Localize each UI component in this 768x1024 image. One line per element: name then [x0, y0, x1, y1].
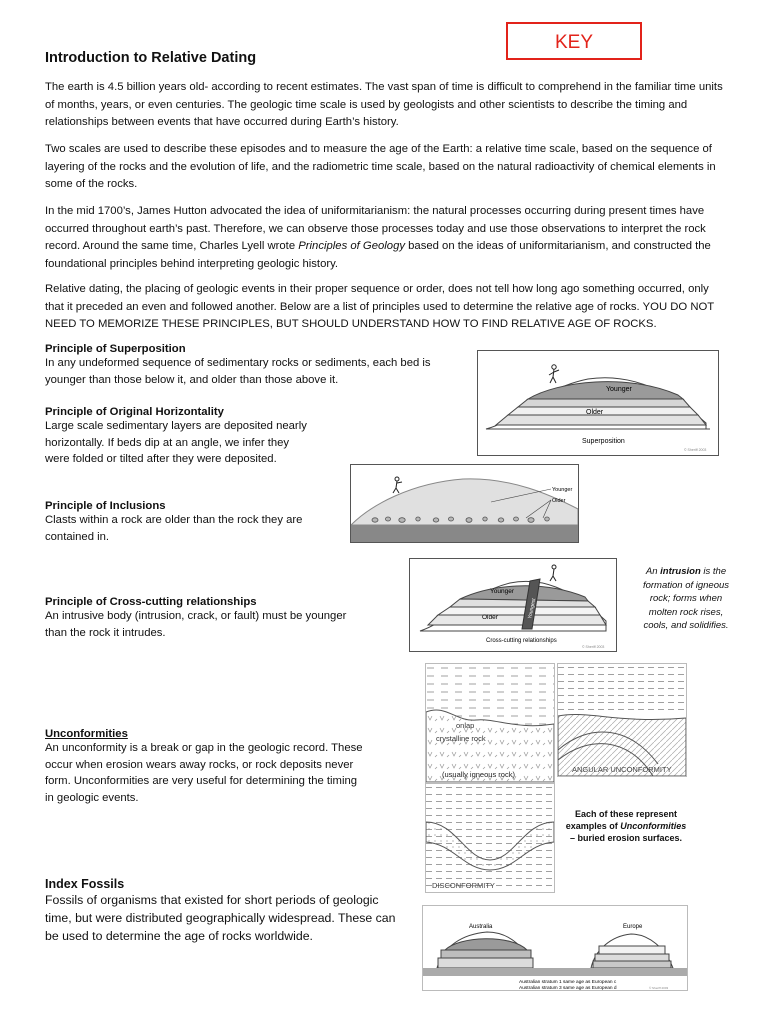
- index-left-label: Australia: [469, 924, 493, 930]
- intro-paragraph-4: Relative dating, the placing of geologic events in their proper sequence or order, does not tell how long ago something occurred, only that it preceded an even and followed another. Below are a list of principles used to determine the relative age of rocks. YOU DO NOT NEED TO MEMORIZE THESE PRINCIPLES, BUT SHOULD UNDERSTAND HOW TO FIND RELATIVE AGE OF ROCKS.: [45, 283, 714, 331]
- onlap-label: onlap: [456, 721, 475, 730]
- unconformities-heading: Unconformities: [45, 728, 128, 740]
- crystalline-rock-label: crystalline rock: [436, 734, 486, 743]
- intrusion-note-post: is the formation of igneous rock; forms when molten rock rises, cools, and solidifies.: [642, 566, 730, 631]
- crosscutting-text: An intrusive body (intrusion, crack, or fault) must be younger than the rock it intrudes.: [45, 610, 347, 639]
- crosscutting-credit: © Sheriff 2003: [582, 645, 605, 649]
- superposition-heading: Principle of Superposition: [45, 343, 186, 355]
- unconformity-note-pre: Each of these represent examples of: [565, 809, 678, 831]
- intro-paragraph-2: Two scales are used to describe these episodes and to measure the age of the Earth: a relative time scale, based on the sequence of layering of the rocks and the evolution of life, and the radiometric time scale, based on the natural radioactivity of chemical elements in some of the rocks.: [45, 143, 716, 191]
- index-fossils-heading: Index Fossils: [45, 877, 125, 891]
- disconformity-label: DISCONFORMITY: [432, 881, 495, 890]
- superposition-caption: Superposition: [582, 438, 625, 445]
- intrusion-note-pre: An: [645, 566, 661, 577]
- inclusions-text: Clasts within a rock are older than the rock they are contained in.: [45, 514, 303, 543]
- inclusions-older-label: Older: [552, 498, 566, 504]
- nonconformity-diagram: [425, 663, 555, 783]
- index-caption-1: Australian stratum 1 same age as European c: [519, 980, 617, 985]
- disconformity-diagram: [425, 783, 555, 893]
- superposition-older-label: Older: [586, 409, 604, 416]
- crosscutting-dike-label: Youngest: [527, 597, 538, 620]
- horizontality-heading: Principle of Original Horizontality: [45, 406, 224, 418]
- unconformity-note: [562, 808, 690, 844]
- index-caption-2: Australian stratum 3 same age as European d: [519, 986, 617, 991]
- crosscutting-section: [45, 596, 365, 641]
- unconformities-section: [45, 728, 365, 806]
- angular-unconformity-label: ANGULAR UNCONFORMITY: [572, 765, 672, 774]
- p3-text-c: based on the ideas of uniformitarianism, and constructed the foundational principles behind interpreting geologic history.: [45, 240, 711, 270]
- page-title: Introduction to Relative Dating: [45, 50, 257, 66]
- intrusion-note: [636, 565, 736, 633]
- key-badge: KEY: [506, 22, 642, 60]
- p3-book-title: Principles of Geology: [298, 240, 405, 253]
- intrusion-note-term: intrusion: [660, 566, 701, 577]
- superposition-younger-label: Younger: [606, 386, 632, 393]
- index-fossils-text: Fossils of organisms that existed for short periods of geologic time, but were distributed geographically widespread. These can be used to determine the age of rocks worldwide.: [45, 893, 396, 943]
- p3-text-a: In the mid 1700’s, James Hutton advocated the idea of uniformitarianism: the natural processes occurring during present times have occurred throughout earth’s past. Therefore, we can observe those processes today and use those observations to interpret the rock record. Around the same time, Charles Lyell wrote: [45, 205, 706, 253]
- crosscutting-heading: Principle of Cross-cutting relationships: [45, 596, 257, 608]
- index-fossils-diagram: [422, 905, 688, 991]
- inclusions-section: [45, 500, 330, 545]
- intro-paragraph-3: [45, 203, 725, 273]
- superposition-text: In any undeformed sequence of sedimentary rocks or sediments, each bed is younger than those below it, and older than those above it.: [45, 357, 431, 386]
- crosscutting-younger-label: Younger: [490, 588, 514, 595]
- inclusions-diagram: [350, 464, 579, 543]
- inclusions-heading: Principle of Inclusions: [45, 500, 166, 512]
- crosscutting-diagram: [409, 558, 617, 652]
- index-credit: © Sheriff 2003: [649, 986, 669, 990]
- angular-unconformity-diagram: [557, 663, 687, 777]
- index-fossils-section: [45, 877, 405, 945]
- unconformity-note-term: Unconformities: [620, 821, 687, 831]
- superposition-diagram: [477, 350, 719, 456]
- unconformities-text: An unconformity is a break or gap in the geologic record. These occur when erosion wears away rocks, or rock deposits never form. Unconformities are very useful for determining the timing in geologic events.: [45, 742, 363, 804]
- inclusions-younger-label: Younger: [552, 487, 573, 493]
- crosscutting-caption: Cross-cutting relationships: [486, 638, 557, 644]
- superposition-credit: © Sheriff 2003: [684, 448, 707, 452]
- intro-paragraph-1: The earth is 4.5 billion years old- according to recent estimates. The vast span of time is difficult to comprehend in the familiar time units of months, years, or even centuries. The geologic time scale is used by geologists and other scientists to describe the timing and relationships between events that have occurred during Earth’s history.: [45, 81, 723, 129]
- igneous-rock-label: (usually igneous rock): [442, 770, 515, 779]
- crosscutting-older-label: Older: [482, 614, 498, 621]
- horizontality-section: [45, 406, 315, 468]
- superposition-section: [45, 343, 435, 388]
- unconformity-note-post: – buried erosion surfaces.: [569, 833, 683, 843]
- horizontality-text: Large scale sedimentary layers are deposited nearly horizontally. If beds dip at an angle, we infer they were folded or tilted after they were deposited.: [45, 420, 307, 465]
- index-right-label: Europe: [623, 924, 643, 930]
